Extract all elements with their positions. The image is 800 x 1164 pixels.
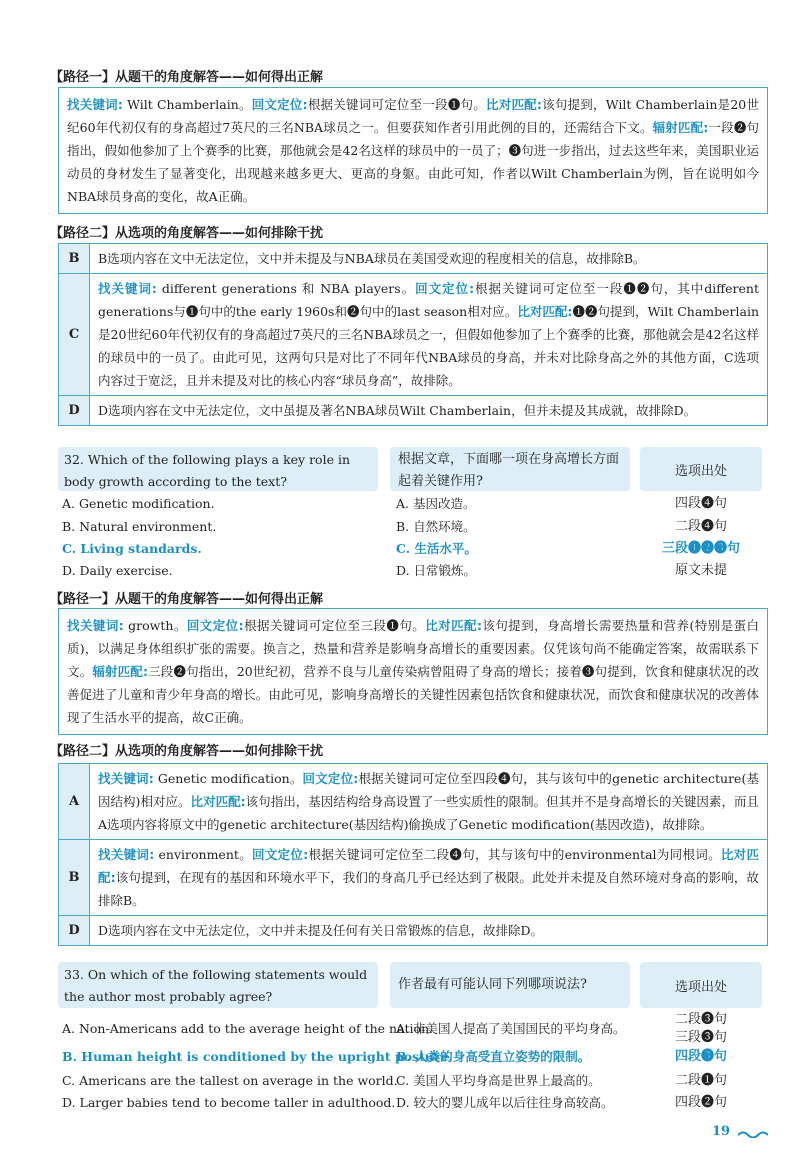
wave-decoration: [738, 1130, 768, 1138]
option-analysis-text: [90, 916, 767, 945]
keyword-label: 找关键词:: [98, 847, 155, 862]
option-english: D. Daily exercise.: [62, 563, 173, 578]
keyword-label: 比对匹配:: [425, 618, 482, 633]
option-letter: B: [59, 840, 90, 915]
keyword-label: 比对匹配:: [517, 304, 573, 319]
option-english: D. Larger babies tend to become taller in adulthood.: [62, 1095, 396, 1110]
option-analysis-row: [59, 273, 767, 395]
path2-table-b: [58, 763, 768, 946]
option-source: 四段❹句: [674, 496, 727, 511]
option-analysis-text: [90, 396, 767, 425]
option-letter: D: [59, 916, 90, 945]
body-text: 根据关键词可定位至三段❶句。: [243, 618, 426, 633]
keyword-label: 回文定位:: [415, 281, 475, 296]
option-letter: B: [59, 244, 90, 273]
body-text: B选项内容在文中无法定位，文中并未提及与NBA球员在美国受欢迎的程度相关的信息，故排除B。: [98, 251, 646, 266]
option-analysis-text: [90, 274, 767, 395]
option-source: 二段❹句: [674, 519, 727, 534]
path2-table-a: [58, 243, 768, 426]
body-text: 三段❷句指出，20世纪初，营养不良与儿童传染病曾阻碍了身高的增长；接着❸句提到，饮食和健康状况的改善促进了儿童和青少年身高的增长。由此可见，影响身高增长的关键性因素包括饮食和健康状况，而饮食和健康状况的改善体现了生活水平的提高，故C正确。: [67, 664, 759, 725]
option-chinese: D. 日常锻炼。: [396, 563, 477, 578]
body-text: Genetic modification。: [153, 771, 303, 786]
path1-text-b: [59, 609, 767, 734]
path2-title-b: 【路径二】从选项的角度解答——如何排除干扰: [50, 744, 324, 759]
path1-title-b: 【路径一】从题干的角度解答——如何得出正解: [50, 592, 324, 607]
option-analysis-text: [90, 244, 767, 273]
option-letter: C: [59, 274, 90, 395]
path1-text-a: [59, 88, 767, 213]
option-chinese: D. 较大的婴儿成年以后往往身高较高。: [396, 1095, 614, 1110]
keyword-label: 回文定位:: [302, 771, 359, 786]
body-text: 该句指出，基因结构给身高设置了一些实质性的限制。但其并不是身高增长的关键因素，而且A选项内容将原文中的genetic architecture(基因结构)偷换成了Genetic modification(基因改造)，故排除。: [98, 794, 759, 832]
body-text: D选项内容在文中无法定位，文中并未提及任何有关日常锻炼的信息，故排除D。: [98, 923, 544, 938]
option-chinese: A. 基因改造。: [396, 496, 476, 511]
body-text: Wilt Chamberlain。: [122, 97, 252, 112]
path1-box-b: [58, 608, 768, 735]
page-number: 19: [712, 1124, 731, 1139]
option-chinese: C. 美国人平均身高是世界上最高的。: [396, 1073, 601, 1088]
body-text: 根据关键词可定位至一段❶❷句，其中different generations与❶句中的the early 1960s和❷句中的last season相对应。: [98, 281, 759, 319]
keyword-label: 比对匹配:: [98, 847, 759, 885]
option-source: 二段❸句: [674, 1012, 727, 1027]
body-text: environment。: [154, 847, 253, 862]
q33-chinese-stem: 作者最有可能认同下列哪项说法?: [390, 962, 630, 1008]
body-text: 该句提到，Wilt Chamberlain是20世纪60年代初仅有的身高超过7英尺的三名NBA球员之一。但要获知作者引用此例的目的，还需结合下文。: [67, 97, 759, 135]
option-english: C. Living standards.: [62, 541, 202, 556]
option-analysis-row: [59, 839, 767, 915]
body-text: 一段❷句指出，假如他参加了上个赛季的比赛，那他就会是42名这样的球员中的一员了；❸句进一步指出，过去这些年来，美国职业运动员的身材发生了显著变化，出现越来越多更大、更高的身躯。由此可知，作者以Wilt Chamberlain为例，旨在说明如今NBA球员身高的变化，故A正确。: [67, 120, 760, 204]
q32-english-stem: 32. Which of the following plays a key role in body growth according to the text?: [58, 447, 378, 491]
option-chinese: B. 人类的身高受直立姿势的限制。: [396, 1049, 591, 1064]
keyword-label: 回文定位:: [252, 847, 309, 862]
body-text: 根据关键词可定位至四段❹句，其与该句中的genetic architecture(基因结构)相对应。: [98, 771, 759, 809]
path1-title-a: 【路径一】从题干的角度解答——如何得出正解: [50, 70, 324, 85]
option-english: A. Genetic modification.: [62, 496, 215, 511]
path1-box-a: [58, 87, 768, 214]
option-analysis-row: [59, 915, 767, 945]
option-english: B. Human height is conditioned by the upright posture.: [62, 1049, 453, 1064]
option-source: 三段❸句: [674, 1030, 727, 1045]
keyword-label: 回文定位:: [251, 97, 308, 112]
option-analysis-text: [90, 840, 767, 915]
keyword-label: 辐射匹配:: [652, 120, 709, 135]
option-source: 四段❷句: [674, 1095, 727, 1110]
keyword-label: 回文定位:: [186, 618, 244, 633]
body-text: 该句提到，在现有的基因和环境水平下，我们的身高几乎已经达到了极限。此处并未提及自然环境对身高的影响，故排除B。: [98, 870, 759, 908]
path2-title-a: 【路径二】从选项的角度解答——如何排除干扰: [50, 226, 324, 241]
option-chinese: B. 自然环境。: [396, 519, 476, 534]
option-source: 三段❶❷❸句: [661, 541, 740, 556]
q32-chinese-stem: 根据文章，下面哪一项在身高增长方面起着关键作用?: [390, 447, 630, 491]
option-analysis-row: [59, 244, 767, 273]
option-letter: D: [59, 396, 90, 425]
option-chinese: C. 生活水平。: [396, 541, 477, 556]
body-text: 根据关键词可定位至一段❶句。: [307, 97, 486, 112]
keyword-label: 找关键词:: [67, 618, 124, 633]
option-chinese: A. 非美国人提高了美国国民的平均身高。: [396, 1021, 626, 1036]
body-text: 该句提到，身高增长需要热量和营养(特别是蛋白质)，以满足身体组织扩张的需要。换言之，热量和营养是影响身高增长的重要因素。仅凭该句尚不能确定答案，故需联系下文。: [67, 618, 760, 679]
q32-source-header: 选项出处: [640, 447, 762, 491]
option-english: C. Americans are the tallest on average in the world.: [62, 1073, 398, 1088]
body-text: 根据关键词可定位至二段❹句，其与该句中的environmental为同根词。: [308, 847, 721, 862]
option-letter: A: [59, 764, 90, 839]
keyword-label: 比对匹配:: [190, 794, 246, 809]
option-analysis-row: [59, 395, 767, 425]
option-source: 四段❸句: [674, 1049, 727, 1064]
option-english: B. Natural environment.: [62, 519, 217, 534]
body-text: D选项内容在文中无法定位，文中虽提及著名NBA球员Wilt Chamberlain，但并未提及其成就，故排除D。: [98, 403, 697, 418]
option-analysis-text: [90, 764, 767, 839]
keyword-label: 找关键词:: [98, 281, 157, 296]
keyword-label: 找关键词:: [98, 771, 154, 786]
body-text: different generations 和 NBA players。: [156, 281, 416, 296]
q33-english-stem: 33. On which of the following statements would the author most probably agree?: [58, 962, 378, 1008]
option-english: A. Non-Americans add to the average height of the nation.: [62, 1021, 434, 1036]
option-source: 二段❶句: [674, 1073, 727, 1088]
keyword-label: 比对匹配:: [486, 97, 542, 112]
q33-source-header: 选项出处: [640, 962, 762, 1008]
option-analysis-row: [59, 764, 767, 839]
keyword-label: 辐射匹配:: [92, 664, 148, 679]
body-text: ❶❷句提到，Wilt Chamberlain是20世纪60年代初仅有的身高超过7英尺的三名NBA球员之一，但假如他参加了上个赛季的比赛，那他就会是42名这样的球员中的一员了。由此可见，这两句只是对比了不同年代NBA球员的身高，并未对比除身高之外的其他方面，C选项内容过于宽泛，且并未提及对比的核心内容“球员身高”，故排除。: [98, 304, 760, 388]
keyword-label: 找关键词:: [67, 97, 123, 112]
option-source: 原文未提: [674, 563, 727, 578]
body-text: growth。: [123, 618, 187, 633]
